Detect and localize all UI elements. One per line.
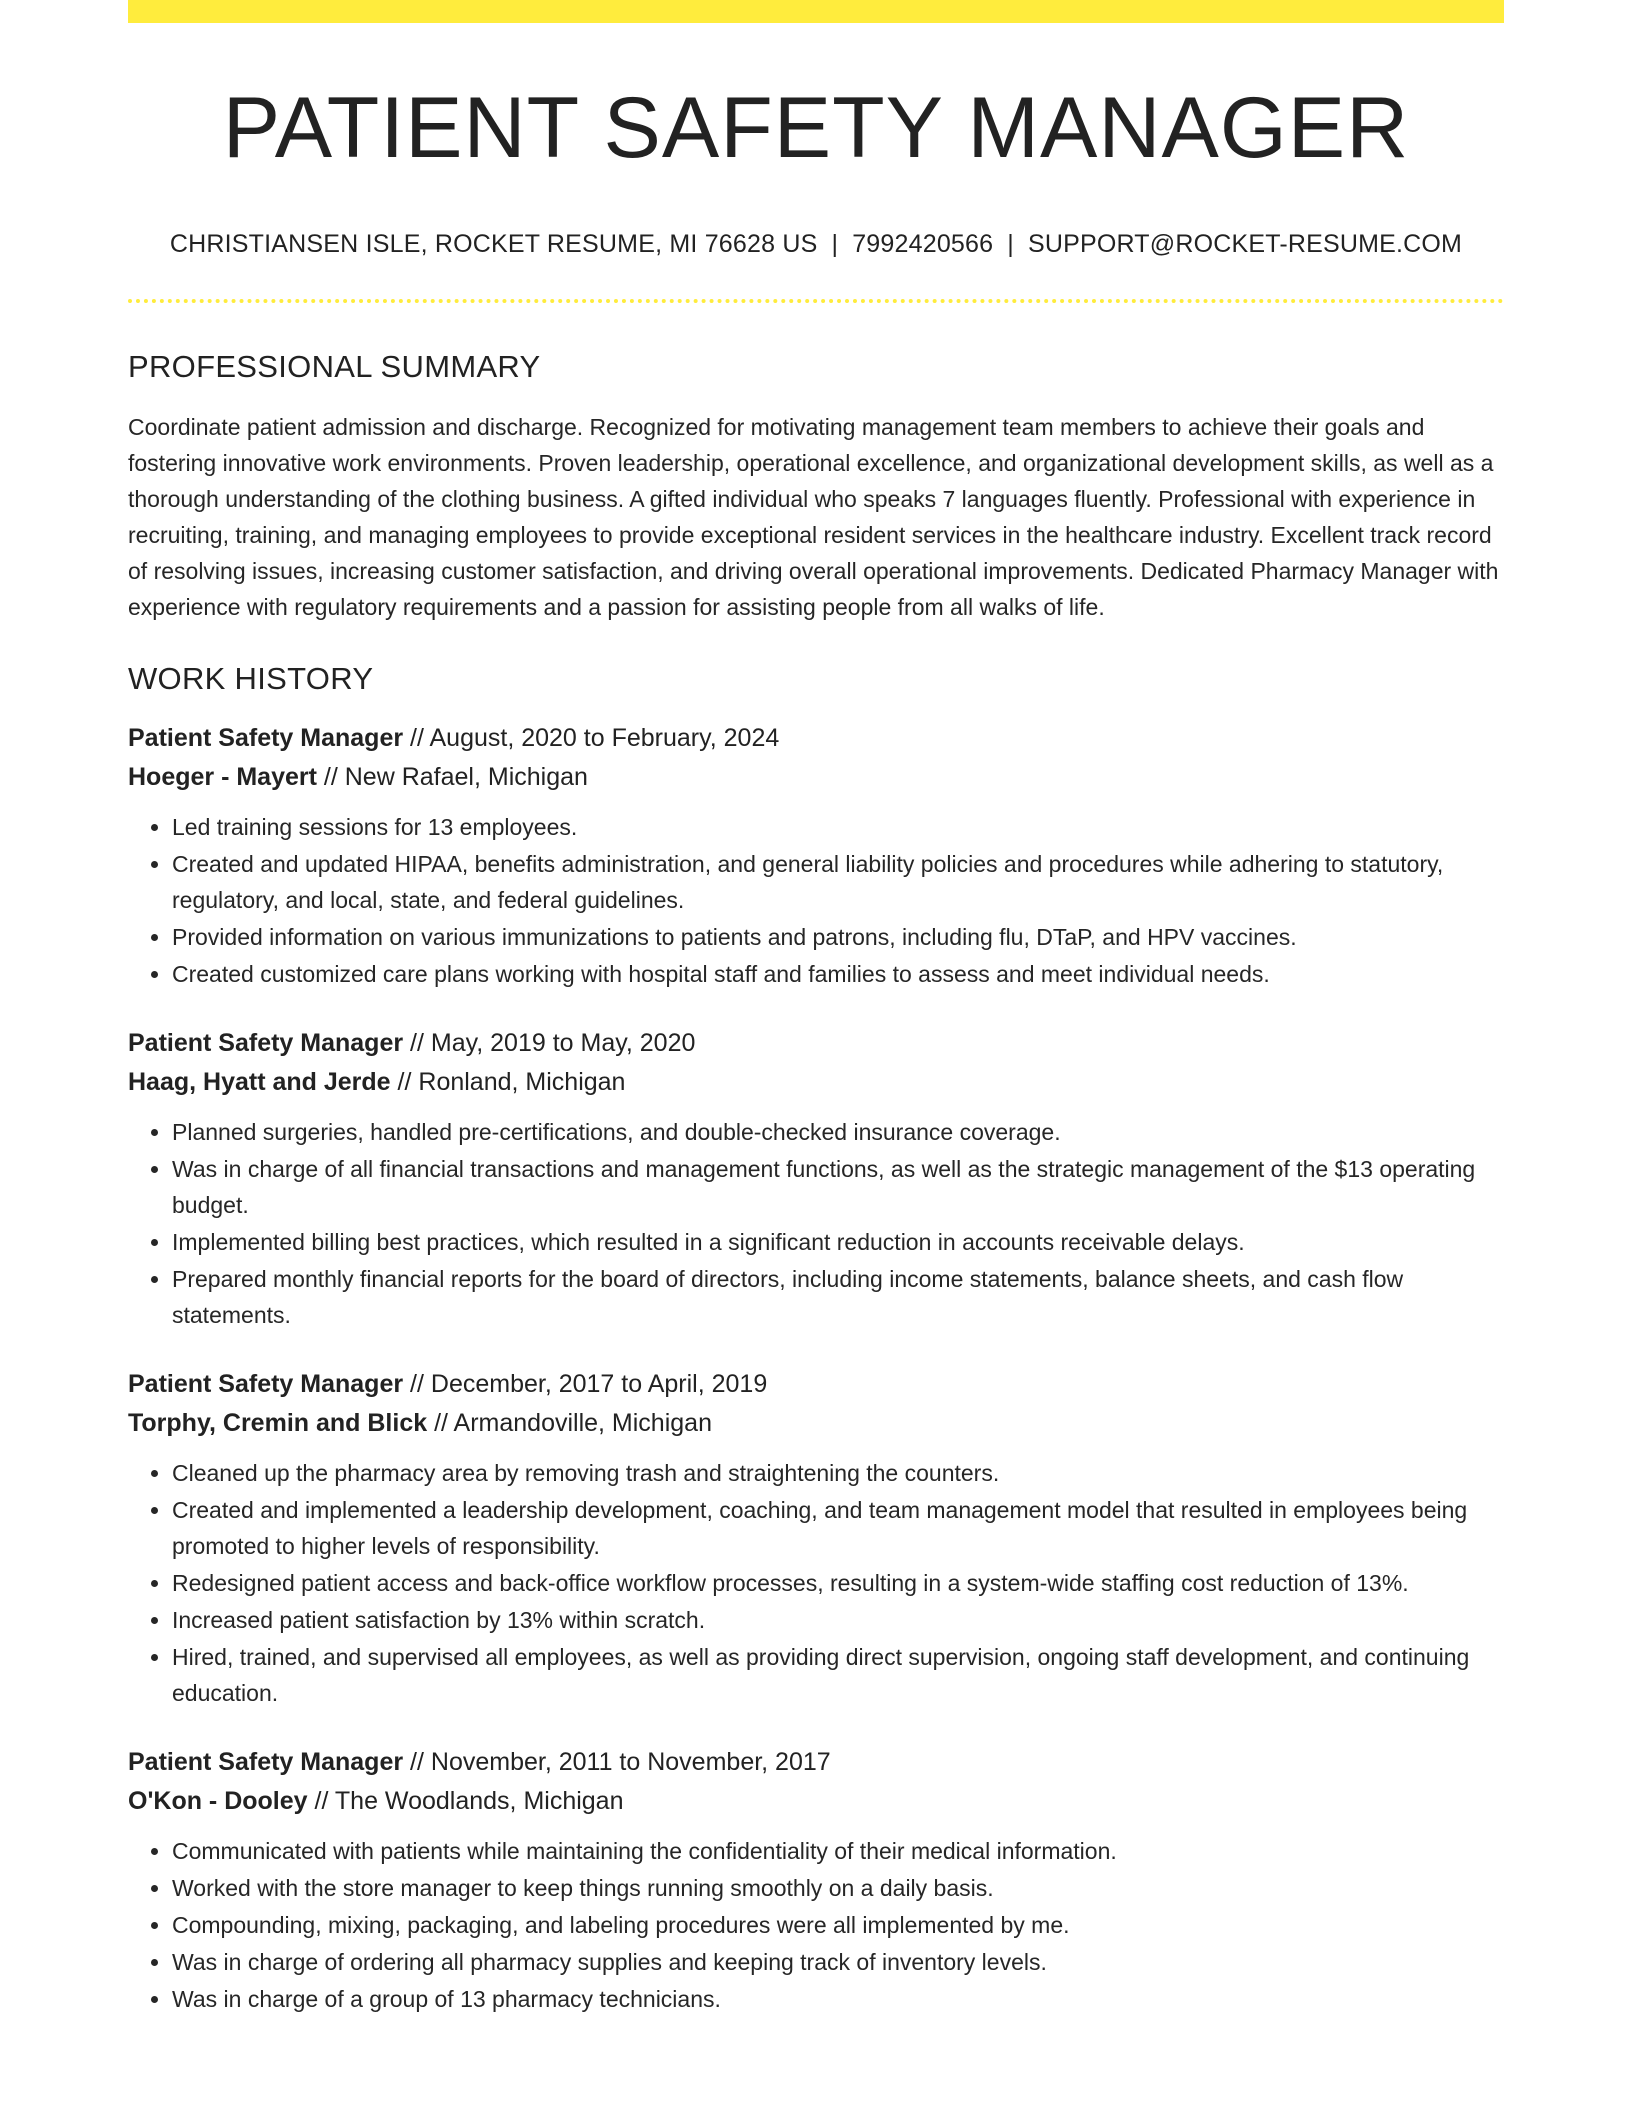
job-entry [128, 1365, 1504, 1711]
work-history-heading: WORK HISTORY [128, 660, 374, 696]
job-company: Hoeger - Mayert [128, 762, 317, 791]
job-bullet: • Compounding, mixing, packaging, and labeling procedures were all implemented by me. [172, 1907, 1504, 1943]
summary-heading: PROFESSIONAL SUMMARY [128, 348, 541, 384]
job-bullet: • Communicated with patients while maintaining the confidentiality of their medical information. [172, 1833, 1504, 1869]
job-bullet: • Worked with the store manager to keep things running smoothly on a daily basis. [172, 1870, 1504, 1906]
job-location: Ronland, Michigan [418, 1067, 626, 1096]
contact-line [128, 230, 1504, 259]
job-location: The Woodlands, Michigan [334, 1786, 624, 1815]
job-separator: // [307, 1786, 335, 1815]
contact-separator: | [831, 229, 839, 258]
work-history-list [128, 719, 1504, 2017]
job-separator: // [403, 723, 430, 752]
job-title: Patient Safety Manager [128, 1747, 404, 1776]
job-separator: // [403, 1028, 431, 1057]
job-bullet: • Provided information on various immunizations to patients and patrons, including flu, DTaP, and HPV vaccines. [172, 919, 1504, 955]
job-entry [128, 719, 1504, 992]
job-bullets [128, 809, 1504, 992]
job-location: New Rafael, Michigan [344, 762, 588, 791]
job-title-line [128, 1024, 1504, 1063]
job-dates: August, 2020 to February, 2024 [429, 723, 780, 752]
job-company-line [128, 758, 1504, 797]
contact-separator: | [1007, 229, 1014, 258]
contact-address: CHRISTIANSEN ISLE, ROCKET RESUME, MI 76628 US [169, 229, 818, 258]
summary-text: Coordinate patient admission and discharge. Recognized for motivating management team members to achieve their goals and fostering innovative work environments. Proven leadership, operational excellence, and organizational development skills, as well as a thorough understanding of the clothing business. A gifted individual who speaks 7 languages fluently. Professional with experience in recruiting, training, and managing employees to provide exceptional resident services in the healthcare industry. Excellent track record of resolving issues, increasing customer satisfaction, and driving overall operational improvements. Dedicated Pharmacy Manager with experience with regulatory requirements and a passion for assisting people from all walks of life. [128, 413, 1499, 620]
job-bullet: • Hired, trained, and supervised all employees, as well as providing direct supervision, ongoing staff development, and continuing education. [172, 1639, 1504, 1711]
job-separator: // [403, 1369, 431, 1398]
job-bullet: • Created and implemented a leadership development, coaching, and team management model that resulted in employees being promoted to higher levels of responsibility. [172, 1492, 1504, 1564]
job-bullet: • Cleaned up the pharmacy area by removing trash and straightening the counters. [172, 1455, 1504, 1491]
job-dates: December, 2017 to April, 2019 [430, 1369, 768, 1398]
job-dates: November, 2011 to November, 2017 [430, 1747, 831, 1776]
accent-top-bar [128, 0, 1504, 23]
dotted-divider [128, 299, 1504, 303]
job-title-line [128, 1365, 1504, 1404]
job-title: Patient Safety Manager [128, 1028, 404, 1057]
page-title: PATIENT SAFETY MANAGER [222, 80, 1410, 176]
job-bullets [128, 1114, 1504, 1333]
job-separator: // [403, 1747, 431, 1776]
job-separator: // [390, 1067, 419, 1096]
job-company: Haag, Hyatt and Jerde [128, 1067, 391, 1096]
job-company-line [128, 1063, 1504, 1102]
job-bullet: • Increased patient satisfaction by 13% within scratch. [172, 1602, 1504, 1638]
job-title-line [128, 719, 1504, 758]
job-bullets [128, 1833, 1504, 2017]
contact-email: SUPPORT@ROCKET-RESUME.COM [1027, 229, 1463, 258]
job-title-line [128, 1743, 1504, 1782]
job-bullet: • Redesigned patient access and back-office workflow processes, resulting in a system-wide staffing cost reduction of 13%. [172, 1565, 1504, 1601]
job-bullet: • Planned surgeries, handled pre-certifications, and double-checked insurance coverage. [172, 1114, 1504, 1150]
job-separator: // [427, 1408, 454, 1437]
job-bullet: • Was in charge of all financial transactions and management functions, as well as the strategic management of the $13 operating budget. [172, 1151, 1504, 1223]
job-bullet: • Prepared monthly financial reports for the board of directors, including income statements, balance sheets, and cash flow statements. [172, 1261, 1504, 1333]
job-company: Torphy, Cremin and Blick [128, 1408, 428, 1437]
job-company-line [128, 1404, 1504, 1443]
resume-page [128, 0, 1504, 2018]
job-separator: // [316, 762, 345, 791]
job-bullet: • Was in charge of a group of 13 pharmacy technicians. [172, 1981, 1504, 2017]
job-bullet: • Created customized care plans working with hospital staff and families to assess and meet individual needs. [172, 956, 1504, 992]
job-bullet: • Implemented billing best practices, which resulted in a significant reduction in accounts receivable delays. [172, 1224, 1504, 1260]
job-company-line [128, 1782, 1504, 1821]
job-company: O'Kon - Dooley [128, 1786, 308, 1815]
job-entry [128, 1024, 1504, 1333]
job-dates: May, 2019 to May, 2020 [430, 1028, 696, 1057]
job-title: Patient Safety Manager [128, 1369, 404, 1398]
job-bullet: • Created and updated HIPAA, benefits administration, and general liability policies and procedures while adhering to statutory, regulatory, and local, state, and federal guidelines. [172, 846, 1504, 918]
job-bullet: • Led training sessions for 13 employees. [172, 809, 1504, 845]
job-entry [128, 1743, 1504, 2017]
job-bullets [128, 1455, 1504, 1711]
job-title: Patient Safety Manager [128, 723, 404, 752]
job-bullet: • Was in charge of ordering all pharmacy supplies and keeping track of inventory levels. [172, 1944, 1504, 1980]
job-location: Armandoville, Michigan [453, 1408, 712, 1437]
contact-phone: 7992420566 [852, 229, 994, 258]
